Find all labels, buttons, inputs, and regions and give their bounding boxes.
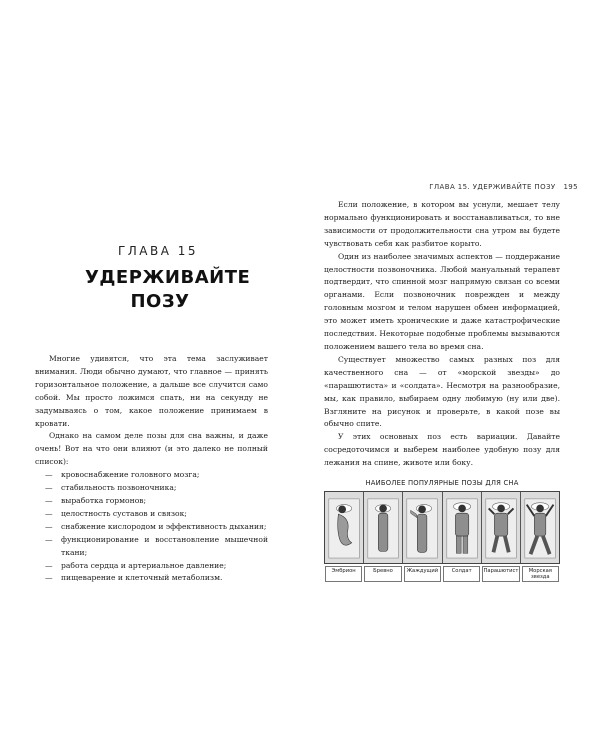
paragraph: Многие удивятся, что эта тема заслуживает внимания. Люди обычно думают, что главное — принять горизонтальное положение, а дальше все случится само собой. Мы просто ложимся спать, ни на секунду не задумываясь о том, какое положение принимаем в кровати. xyxy=(35,354,268,428)
pose-freefaller-illustration xyxy=(482,492,521,563)
chapter-label: ГЛАВА 15 xyxy=(117,244,199,258)
paragraph: У этих основных поз есть вариации. Давайте сосредоточимся и выберем наиболее удобную позу для лежания на спине, животе или боку. xyxy=(324,432,560,468)
pose-embryo-illustration xyxy=(325,492,364,563)
list-item: — кровоснабжение головного мозга; xyxy=(35,469,268,482)
influence-list xyxy=(35,469,268,585)
left-body xyxy=(35,353,268,585)
running-head xyxy=(428,183,578,191)
paragraph: Один из наиболее значимых аспектов — поддержание целостности позвоночника. Любой мануальный терапевт подтвердит, что спинной мозг напрямую связан со всеми органами. Если позвоночник поврежден и между головным мозгом и телом нарушен обмен информацией, это может иметь хронические и даже катастрофические последствия. Некоторые подобные проблемы вызываются положением вашего тела во время сна. xyxy=(324,251,560,351)
chapter-title: УДЕРЖИВАЙТЕ ПОЗУ xyxy=(85,267,251,312)
right-body xyxy=(324,199,560,470)
list-item: — снабжение кислородом и эффективность дыхания; xyxy=(35,521,268,534)
paragraph: Если положение, в котором вы уснули, мешает телу нормально функционировать и восстанавливаться, то вне зависимости от продолжительности сна утром вы будете чувствовать себя как разбитое корыто. xyxy=(324,200,560,248)
pose-label: Бревно xyxy=(364,566,401,582)
list-item: — функционирование и восстановление мышечной ткани; xyxy=(35,534,268,560)
pose-yearner-illustration xyxy=(403,492,442,563)
list-item: — пищеварение и клеточный метаболизм. xyxy=(35,572,268,585)
pose-log-illustration xyxy=(364,492,403,563)
pose-soldier-illustration xyxy=(443,492,482,563)
running-head-title: ГЛАВА 15. УДЕРЖИВАЙТЕ ПОЗУ xyxy=(429,183,556,191)
list-item: — работа сердца и артериальное давление; xyxy=(35,560,268,573)
pose-label: Солдат xyxy=(443,566,480,582)
pose-label: Морская звезда xyxy=(522,566,559,582)
list-item: — выработка гормонов; xyxy=(35,495,268,508)
page-number: 195 xyxy=(563,183,578,191)
list-item: — стабильность позвоночника; xyxy=(35,482,268,495)
list-item: — целостность суставов и связок; xyxy=(35,508,268,521)
pose-label: Парашютист xyxy=(482,566,519,582)
pose-label: Жаждущий xyxy=(404,566,441,582)
pose-labels xyxy=(324,566,560,582)
pose-label: Эмбрион xyxy=(325,566,362,582)
sleep-poses-figure xyxy=(324,491,560,564)
figure-title: НАИБОЛЕЕ ПОПУЛЯРНЫЕ ПОЗЫ ДЛЯ СНА xyxy=(365,479,519,487)
right-page xyxy=(300,0,600,750)
paragraph: Однако на самом деле позы для сна важны, и даже очень! Вот на что они влияют (и это далеко не полный список): xyxy=(35,431,268,467)
pose-starfish-illustration xyxy=(521,492,559,563)
paragraph: Существует множество самых разных поз для качественного сна — от «морской звезды» до «парашютиста» и «солдата». Несмотря на разнообразие, мы, как правило, выбираем одну любимую (ну или две). Взгляните на рисунок и проверьте, в какой позе вы обычно спите. xyxy=(324,354,560,429)
